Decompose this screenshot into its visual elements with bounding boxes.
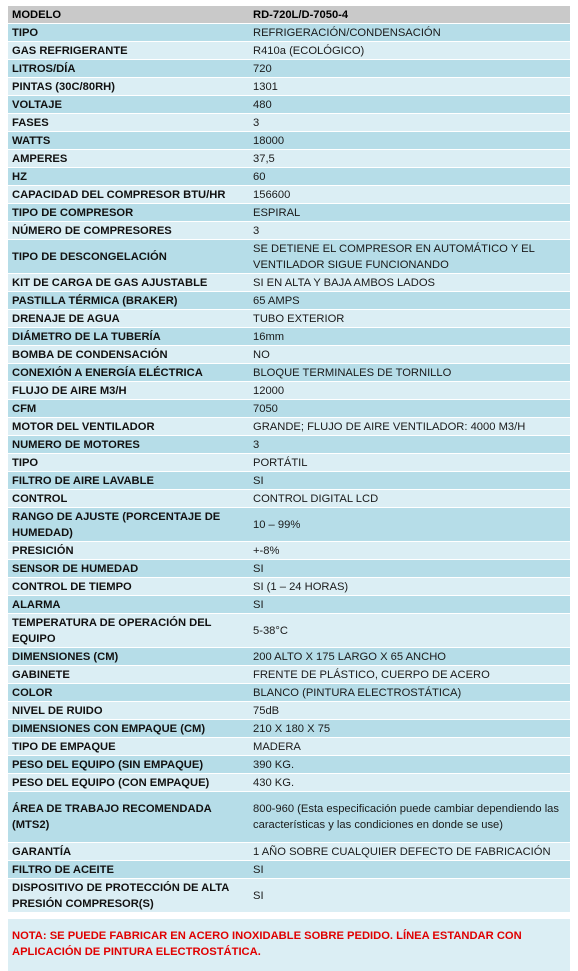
- spec-label: CONEXIÓN A ENERGÍA ELÉCTRICA: [8, 364, 249, 382]
- spec-value: 156600: [249, 186, 570, 204]
- spec-value: MADERA: [249, 738, 570, 756]
- spec-label: PINTAS (30C/80RH): [8, 78, 249, 96]
- table-row: [8, 508, 570, 542]
- spec-value: SI: [249, 596, 570, 614]
- spec-label: GARANTÍA: [8, 843, 249, 861]
- spec-value: 60: [249, 168, 570, 186]
- table-row: [8, 400, 570, 418]
- spec-label: DRENAJE DE AGUA: [8, 310, 249, 328]
- spec-value: 3: [249, 114, 570, 132]
- table-row: [8, 346, 570, 364]
- spec-label: PRESICIÓN: [8, 542, 249, 560]
- table-row: [8, 861, 570, 879]
- table-row: [8, 114, 570, 132]
- spec-value: 7050: [249, 400, 570, 418]
- spec-value: 210 X 180 X 75: [249, 720, 570, 738]
- spec-value: GRANDE; FLUJO DE AIRE VENTILADOR: 4000 M3/H: [249, 418, 570, 436]
- spec-label: SENSOR DE HUMEDAD: [8, 560, 249, 578]
- spec-label: RANGO DE AJUSTE (PORCENTAJE DE HUMEDAD): [8, 508, 249, 542]
- spec-value: 10 – 99%: [249, 508, 570, 542]
- spec-label: FILTRO DE AIRE LAVABLE: [8, 472, 249, 490]
- spec-label: ALARMA: [8, 596, 249, 614]
- table-row: [8, 222, 570, 240]
- table-row: [8, 60, 570, 78]
- spec-label: KIT DE CARGA DE GAS AJUSTABLE: [8, 274, 249, 292]
- table-row: [8, 382, 570, 400]
- spec-label: TIPO: [8, 24, 249, 42]
- table-row: [8, 879, 570, 913]
- spec-label: FLUJO DE AIRE M3/H: [8, 382, 249, 400]
- spec-value: 16mm: [249, 328, 570, 346]
- table-row: [8, 186, 570, 204]
- spec-value: 12000: [249, 382, 570, 400]
- table-row: [8, 490, 570, 508]
- table-row: [8, 666, 570, 684]
- spec-label: LITROS/DÍA: [8, 60, 249, 78]
- table-row: [8, 774, 570, 792]
- table-row: [8, 418, 570, 436]
- table-row: [8, 843, 570, 861]
- spec-label: TEMPERATURA DE OPERACIÓN DEL EQUIPO: [8, 614, 249, 648]
- spec-value: BLOQUE TERMINALES DE TORNILLO: [249, 364, 570, 382]
- table-row: [8, 364, 570, 382]
- table-row: [8, 684, 570, 702]
- spec-label: CONTROL: [8, 490, 249, 508]
- spec-value: 1 AÑO SOBRE CUALQUIER DEFECTO DE FABRICACIÓN: [249, 843, 570, 861]
- spec-value: SI EN ALTA Y BAJA AMBOS LADOS: [249, 274, 570, 292]
- spec-value: REFRIGERACIÓN/CONDENSACIÓN: [249, 24, 570, 42]
- spec-label: AMPERES: [8, 150, 249, 168]
- spec-label: PESO DEL EQUIPO (CON EMPAQUE): [8, 774, 249, 792]
- spec-label: CONTROL DE TIEMPO: [8, 578, 249, 596]
- spec-value: 3: [249, 222, 570, 240]
- spec-value: 800-960 (Esta especificación puede cambiar dependiendo las características y las condiciones en donde se use): [249, 792, 570, 843]
- spec-value: NO: [249, 346, 570, 364]
- spec-value: 1301: [249, 78, 570, 96]
- spec-value: 65 AMPS: [249, 292, 570, 310]
- spec-value: 3: [249, 436, 570, 454]
- spec-label: DISPOSITIVO DE PROTECCIÓN DE ALTA PRESIÓN COMPRESOR(S): [8, 879, 249, 913]
- spec-label: GABINETE: [8, 666, 249, 684]
- table-row: [8, 614, 570, 648]
- spec-label: DIMENSIONES (CM): [8, 648, 249, 666]
- spec-label: CFM: [8, 400, 249, 418]
- table-row: [8, 78, 570, 96]
- table-row: [8, 132, 570, 150]
- spec-label: CAPACIDAD DEL COMPRESOR BTU/HR: [8, 186, 249, 204]
- table-row: [8, 578, 570, 596]
- table-row: [8, 274, 570, 292]
- spec-value: 5-38°C: [249, 614, 570, 648]
- spec-value: R410a (ECOLÓGICO): [249, 42, 570, 60]
- spec-label: TIPO DE EMPAQUE: [8, 738, 249, 756]
- spec-label: COLOR: [8, 684, 249, 702]
- header-value: RD-720L/D-7050-4: [249, 6, 570, 24]
- table-row: [8, 42, 570, 60]
- spec-label: BOMBA DE CONDENSACIÓN: [8, 346, 249, 364]
- spec-label: TIPO DE DESCONGELACIÓN: [8, 240, 249, 274]
- header-label: MODELO: [8, 6, 249, 24]
- spec-value: +-8%: [249, 542, 570, 560]
- table-row: [8, 738, 570, 756]
- spec-value: SE DETIENE EL COMPRESOR EN AUTOMÁTICO Y EL VENTILADOR SIGUE FUNCIONANDO: [249, 240, 570, 274]
- spec-value: 390 KG.: [249, 756, 570, 774]
- spec-value: 37,5: [249, 150, 570, 168]
- table-row: [8, 96, 570, 114]
- spec-label: FILTRO DE ACEITE: [8, 861, 249, 879]
- table-row: [8, 204, 570, 222]
- spec-label: TIPO DE COMPRESOR: [8, 204, 249, 222]
- table-row: [8, 542, 570, 560]
- spec-value: 720: [249, 60, 570, 78]
- spec-label: HZ: [8, 168, 249, 186]
- table-row: [8, 454, 570, 472]
- spec-value: 18000: [249, 132, 570, 150]
- table-row: [8, 702, 570, 720]
- spec-value: 480: [249, 96, 570, 114]
- table-row: [8, 472, 570, 490]
- spec-value: SI: [249, 879, 570, 913]
- spec-value: ESPIRAL: [249, 204, 570, 222]
- spec-label: DIMENSIONES CON EMPAQUE (CM): [8, 720, 249, 738]
- table-row: [8, 720, 570, 738]
- table-row: [8, 240, 570, 274]
- spec-label: MOTOR DEL VENTILADOR: [8, 418, 249, 436]
- spec-value: BLANCO (PINTURA ELECTROSTÁTICA): [249, 684, 570, 702]
- table-header-row: [8, 6, 570, 24]
- spec-sheet: [8, 6, 570, 971]
- spec-label: NIVEL DE RUIDO: [8, 702, 249, 720]
- spec-label: FASES: [8, 114, 249, 132]
- table-row: [8, 150, 570, 168]
- spec-label: VOLTAJE: [8, 96, 249, 114]
- table-row: [8, 168, 570, 186]
- spec-label: TIPO: [8, 454, 249, 472]
- table-row: [8, 436, 570, 454]
- spec-label: NUMERO DE MOTORES: [8, 436, 249, 454]
- spec-value: CONTROL DIGITAL LCD: [249, 490, 570, 508]
- spec-value: 430 KG.: [249, 774, 570, 792]
- spec-value: 200 ALTO X 175 LARGO X 65 ANCHO: [249, 648, 570, 666]
- spec-value: SI: [249, 861, 570, 879]
- table-row: [8, 792, 570, 843]
- table-row: [8, 648, 570, 666]
- spec-table-body: [8, 6, 570, 913]
- spec-label: ÁREA DE TRABAJO RECOMENDADA (MTS2): [8, 792, 249, 843]
- spec-label: GAS REFRIGERANTE: [8, 42, 249, 60]
- spec-table: [8, 6, 570, 913]
- spec-label: PESO DEL EQUIPO (SIN EMPAQUE): [8, 756, 249, 774]
- spec-value: PORTÁTIL: [249, 454, 570, 472]
- spec-label: DIÁMETRO DE LA TUBERÍA: [8, 328, 249, 346]
- table-row: [8, 310, 570, 328]
- fabrication-note: NOTA: SE PUEDE FABRICAR EN ACERO INOXIDABLE SOBRE PEDIDO. LÍNEA ESTANDAR CON APLICACIÓN DE PINTURA ELECTROSTÁTICA.: [8, 919, 570, 971]
- spec-value: SI (1 – 24 HORAS): [249, 578, 570, 596]
- table-row: [8, 596, 570, 614]
- table-row: [8, 756, 570, 774]
- spec-value: SI: [249, 560, 570, 578]
- table-row: [8, 24, 570, 42]
- table-row: [8, 560, 570, 578]
- spec-label: PASTILLA TÉRMICA (BRAKER): [8, 292, 249, 310]
- spec-label: WATTS: [8, 132, 249, 150]
- table-row: [8, 328, 570, 346]
- spec-value: FRENTE DE PLÁSTICO, CUERPO DE ACERO: [249, 666, 570, 684]
- spec-value: SI: [249, 472, 570, 490]
- spec-label: NÚMERO DE COMPRESORES: [8, 222, 249, 240]
- spec-value: TUBO EXTERIOR: [249, 310, 570, 328]
- table-row: [8, 292, 570, 310]
- spec-value: 75dB: [249, 702, 570, 720]
